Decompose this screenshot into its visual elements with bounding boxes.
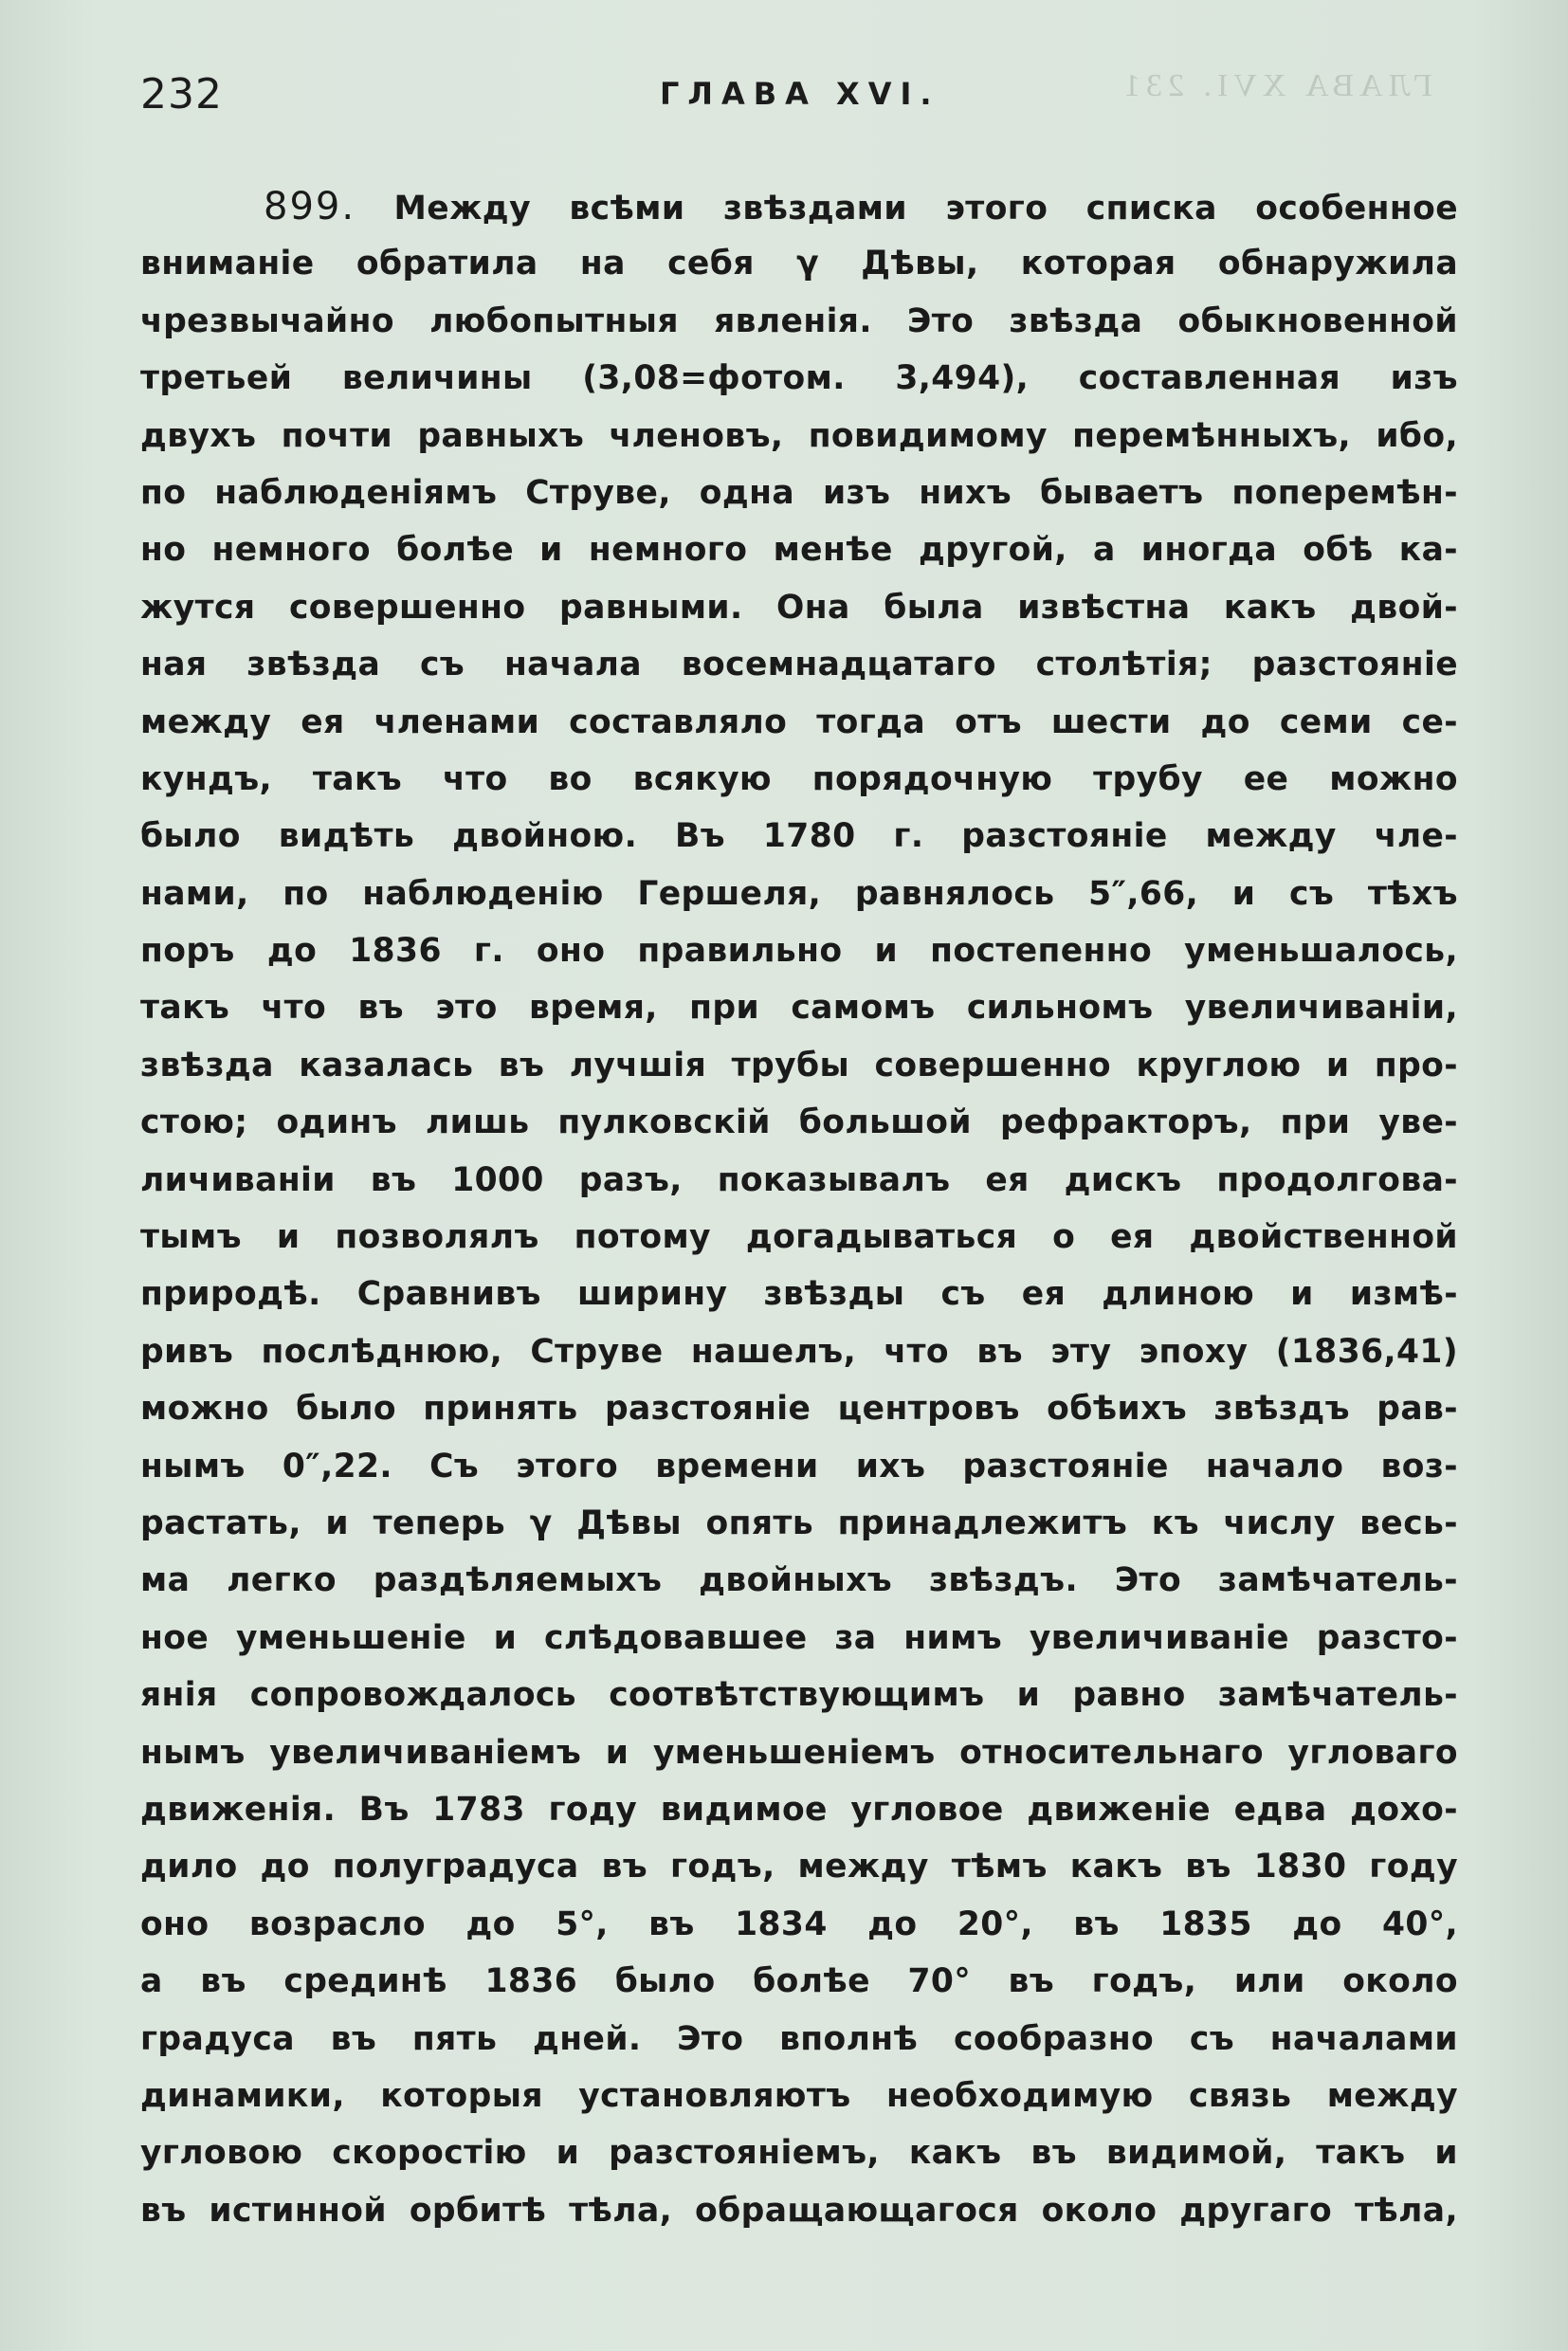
page-number: 232 bbox=[140, 70, 223, 118]
text-line: звѣзда казалась въ лучшія трубы совершенно круглою и про- bbox=[140, 1046, 1458, 1084]
paragraph-899 bbox=[140, 178, 1458, 2239]
text-line: нымъ увеличиваніемъ и уменьшеніемъ относительнаго угловаго bbox=[140, 1733, 1458, 1772]
text-line: тымъ и позволялъ потому догадываться о ея двойственной bbox=[140, 1218, 1458, 1257]
text-line: личиваніи въ 1000 разъ, показывалъ ея дискъ продолгова- bbox=[140, 1160, 1458, 1199]
text-line: третьей величины (3,08=фотом. 3,494), составленная изъ bbox=[140, 359, 1458, 398]
text-line: двухъ почти равныхъ членовъ, повидимому перемѣнныхъ, ибо, bbox=[140, 416, 1458, 455]
text-line: вниманіе обратила на себя γ Дѣвы, которая обнаружила bbox=[140, 245, 1458, 283]
text-line: угловою скоростію и разстояніемъ, какъ въ видимой, такъ и bbox=[140, 2134, 1458, 2173]
text-line: оно возрасло до 5°, въ 1834 до 20°, въ 1835 до 40°, bbox=[140, 1904, 1458, 1943]
text-line: нымъ 0″,22. Съ этого времени ихъ разстояніе начало воз- bbox=[140, 1447, 1458, 1485]
text-line: дило до полуградуса въ годъ, между тѣмъ какъ въ 1830 году bbox=[140, 1848, 1458, 1886]
chapter-title: ГЛАВА XVI. bbox=[660, 76, 940, 112]
text-line: жутся совершенно равными. Она была извѣстна какъ двой- bbox=[140, 588, 1458, 627]
text-line: градуса въ пять дней. Это вполнѣ сообразно съ началами bbox=[140, 2019, 1458, 2058]
text-line: растать, и теперь γ Дѣвы опять принадлежитъ къ числу весь- bbox=[140, 1504, 1458, 1542]
text-line: движенія. Въ 1783 году видимое угловое движеніе едва дохо- bbox=[140, 1790, 1458, 1829]
text-line: динамики, которыя установляютъ необходимую связь между bbox=[140, 2076, 1458, 2115]
text-line: 899. Между всѣми звѣздами этого списка особенное bbox=[264, 185, 1458, 228]
text-line: между ея членами составляло тогда отъ шести до семи се- bbox=[140, 702, 1458, 741]
text-line: чрезвычайно любопытныя явленія. Это звѣзда обыкновенной bbox=[140, 301, 1458, 340]
text-line: въ истинной орбитѣ тѣла, обращающагося около другаго тѣла, bbox=[140, 2191, 1458, 2230]
text-line: такъ что въ это время, при самомъ сильномъ увеличиваніи, bbox=[140, 989, 1458, 1028]
text-line: ривъ послѣднюю, Струве нашелъ, что въ эту эпоху (1836,41) bbox=[140, 1332, 1458, 1371]
text-line: а въ срединѣ 1836 было болѣе 70° въ годъ, или около bbox=[140, 1962, 1458, 2001]
bleed-through-text: ГЛАВА XVI. 231 bbox=[1119, 68, 1432, 103]
text-line: стою; одинъ лишь пулковскій большой рефракторъ, при уве- bbox=[140, 1103, 1458, 1142]
text-line: кундъ, такъ что во всякую порядочную трубу ее можно bbox=[140, 759, 1458, 798]
text-line: поръ до 1836 г. оно правильно и постепенно уменьшалось, bbox=[140, 932, 1458, 971]
text-line: но немного болѣе и немного менѣе другой, а иногда обѣ ка- bbox=[140, 531, 1458, 570]
text-line: ная звѣзда съ начала восемнадцатаго столѣтія; разстояніе bbox=[140, 646, 1458, 684]
running-head bbox=[140, 70, 1460, 127]
text-line: ма легко раздѣляемыхъ двойныхъ звѣздъ. Это замѣчатель- bbox=[140, 1561, 1458, 1600]
text-line: янія сопровождалось соотвѣтствующимъ и равно замѣчатель- bbox=[140, 1676, 1458, 1715]
text-line: можно было принять разстояніе центровъ обѣихъ звѣздъ рав- bbox=[140, 1390, 1458, 1429]
text-line: по наблюденіямъ Струве, одна изъ нихъ бываетъ поперемѣн- bbox=[140, 473, 1458, 512]
paragraph-number: 899. bbox=[264, 185, 356, 228]
text-line: было видѣть двойною. Въ 1780 г. разстояніе между чле- bbox=[140, 817, 1458, 856]
text-line: нами, по наблюденію Гершеля, равнялось 5″,66, и съ тѣхъ bbox=[140, 874, 1458, 913]
text-line: природѣ. Сравнивъ ширину звѣзды съ ея длиною и измѣ- bbox=[140, 1275, 1458, 1314]
text-line: ное уменьшеніе и слѣдовавшее за нимъ увеличиваніе разсто- bbox=[140, 1618, 1458, 1657]
